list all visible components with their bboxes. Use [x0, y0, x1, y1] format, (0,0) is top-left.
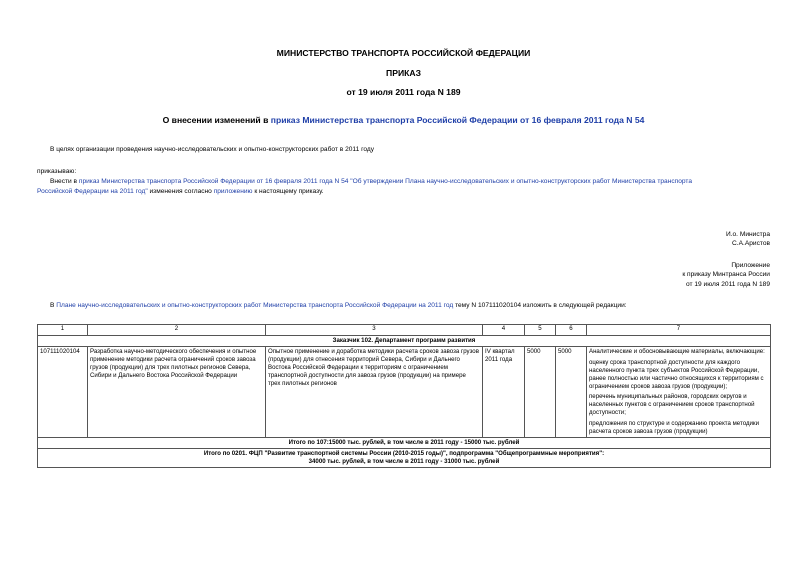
cell-content: Опытное применение и доработка методики расчета сроков завоза грузов (продукции) для отнесения территорий Севера, Сибири и Дальнего Востока Российской Федерации к территориям с ограничением транспортной доступности для завоза грузов (продукции) на примере трех пилотных регионов [266, 346, 483, 437]
total-0201-row [38, 448, 771, 467]
plan-table [37, 324, 771, 468]
col-header-5: 5 [525, 325, 556, 336]
customer-row [38, 336, 771, 347]
table-header-row [38, 325, 771, 336]
link-appendix[interactable]: приложению [213, 188, 253, 195]
link-order-54-full-cont[interactable]: Российской Федерации на 2011 год" [37, 188, 148, 195]
col-header-2: 2 [88, 325, 266, 336]
appendix-label: Приложение [731, 262, 770, 269]
cell-topic: Разработка научно-методического обеспечения и опытное применение методики расчета ограничений сроков завоза грузов (продукции) для трех пилотных регионов Севера, Сибири и Дальнего Востока Российской Федерации [88, 346, 266, 437]
link-plan-2011[interactable]: Плане научно-исследовательских и опытно-конструкторских работ Министерства транспорта Российской Федерации на 2011 год [56, 302, 454, 309]
cell-code: 107111020104 [38, 346, 88, 437]
col-header-1: 1 [38, 325, 88, 336]
document-date-number: от 19 июля 2011 года N 189 [346, 87, 461, 97]
document-title [0, 115, 807, 125]
order-word: приказываю: [37, 168, 77, 175]
total-107-row [38, 437, 771, 448]
document-type: ПРИКАЗ [386, 68, 421, 78]
preamble-text: В целях организации проведения научно-исследовательских и опытно-конструкторских работ в 2011 году [50, 146, 375, 153]
cell-period: IV квартал 2011 года [483, 346, 525, 437]
result-item: перечень муниципальных районов, городских округов и населенных пунктов с ограничением сроков транспортной доступности; [589, 393, 755, 417]
result-item: Аналитические и обосновывающие материалы, включающие: [589, 347, 765, 355]
item-prefix: Внести в [50, 178, 79, 185]
order-item-line2 [37, 188, 324, 197]
appendix-intro [50, 302, 627, 311]
appendix-date: от 19 июля 2011 года N 189 [685, 281, 770, 288]
result-item: предложения по структуре и содержанию проекта методики расчета сроков завоза грузов (продукции) [589, 420, 759, 436]
signature-name: С.А.Аристов [732, 240, 770, 247]
total-0201-line2: 34000 тыс. рублей, в том числе в 2011 году - 31000 тыс. рублей [308, 457, 500, 465]
item-suffix: к настоящему приказу. [252, 188, 324, 195]
intro-suffix: тему N 107111020104 изложить в следующей редакции: [453, 302, 627, 309]
cell-results [587, 346, 771, 437]
intro-prefix: В [50, 302, 57, 309]
title-prefix: О внесении изменений в [162, 115, 271, 125]
item-mid: изменения согласно [147, 188, 214, 195]
total-0201-line1: Итого по 0201. ФЦП "Развитие транспортной системы России (2010-2015 годы)", подпрограмма "Общепрограммные мероприятия": [203, 449, 605, 457]
customer-cell: Заказчик 102. Департамент программ развития [38, 336, 771, 347]
total-0201-cell [38, 448, 771, 467]
col-header-4: 4 [483, 325, 525, 336]
col-header-6: 6 [556, 325, 587, 336]
signature-position: И.о. Министра [725, 231, 770, 238]
title-link-order-54[interactable]: приказ Министерства транспорта Российской Федерации от 16 февраля 2011 года N 54 [270, 115, 645, 125]
table-row [38, 346, 771, 437]
col-header-7: 7 [587, 325, 771, 336]
total-107-cell: Итого по 107:15000 тыс. рублей, в том числе в 2011 году - 15000 тыс. рублей [38, 437, 771, 448]
appendix-to-order: к приказу Минтранса России [682, 271, 770, 278]
cell-2011: 5000 [556, 346, 587, 437]
link-order-54-full[interactable]: приказ Министерства транспорта Российской Федерации от 16 февраля 2011 года N 54 "Об утверждении Плана научно-исследовательских и опытно-конструкторских работ Министерства транспорта [78, 178, 693, 185]
ministry-heading: МИНИСТЕРСТВО ТРАНСПОРТА РОССИЙСКОЙ ФЕДЕРАЦИИ [276, 48, 531, 58]
col-header-3: 3 [266, 325, 483, 336]
cell-total: 5000 [525, 346, 556, 437]
result-item: оценку срока транспортной доступности для каждого населенного пункта трех субъектов Российской Федерации, ранее полностью или частично относящихся к территориям с ограничением сроков завоза грузов (продукции); [589, 358, 764, 390]
order-item-line1 [50, 178, 692, 187]
